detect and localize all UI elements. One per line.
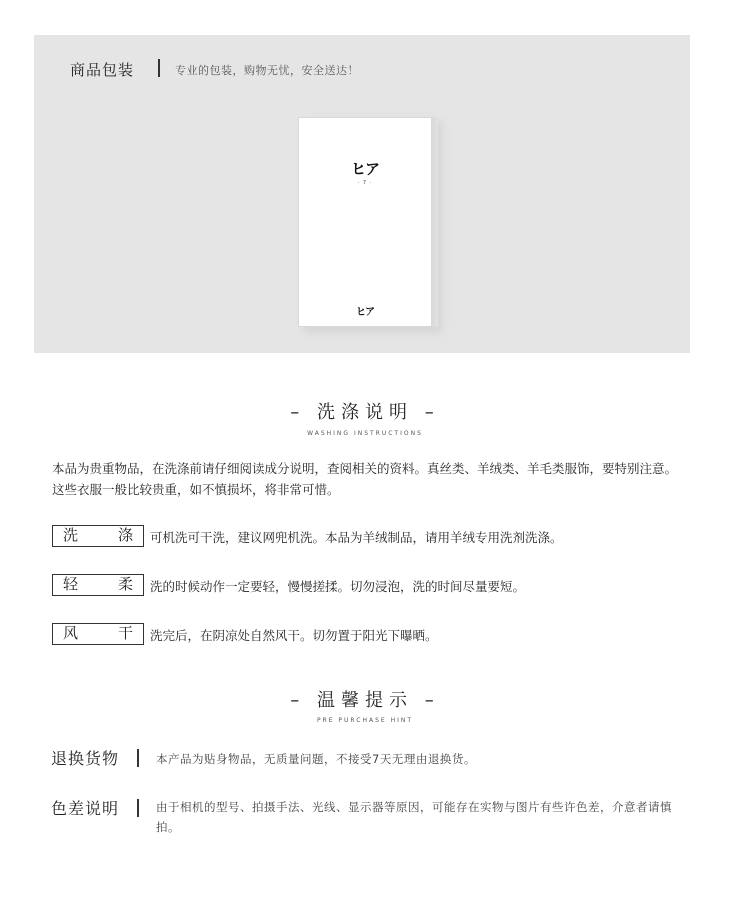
return-text: 本产品为贴身物品，无质量问题，不接受7天无理由退换货。 [156,752,476,766]
wash-label-char: 洗 [63,526,79,544]
packaging-box-image [298,117,432,327]
color-diff-text: 由于相机的型号、拍摄手法、光线、显示器等原因，可能存在实物与图片有些许色差，介意者请慎拍。 [156,800,672,834]
color-diff-label: 色差说明 [51,799,120,818]
wash-label-char: 涤 [117,526,133,544]
return-label: 退换货物 [51,749,120,768]
return-divider [137,749,139,767]
hint-title: – 温馨提示 – [290,690,440,711]
gentle-label-char: 柔 [117,575,133,593]
packaging-subtitle: 专业的包装，购物无忧，安全送达！ [175,64,359,77]
airdry-label [52,623,144,645]
packaging-title: 商品包装 [70,61,135,79]
gentle-label [52,574,144,596]
box-logo-bottom: ヒア [356,307,374,318]
airdry-label-char: 干 [117,624,133,642]
title-divider [158,59,160,77]
box-logo [299,158,431,186]
color-diff-divider [137,799,139,817]
logo-subtext: · 7 · [357,180,373,186]
airdry-label-char: 风 [63,624,79,642]
wash-label [52,525,144,547]
washing-intro: 本品为贵重物品，在洗涤前请仔细阅读成分说明，查阅相关的资料。真丝类、羊绒类、羊毛类服饰，要特别注意。这些衣服一般比较贵重，如不慎损坏，将非常可惜。 [52,461,678,497]
hint-subtitle: PRE PURCHASE HINT [316,717,414,724]
gentle-label-char: 轻 [63,575,79,593]
gentle-text: 洗的时候动作一定要轻，慢慢搓揉。切勿浸泡，洗的时间尽量要短。 [150,579,526,594]
washing-title: – 洗涤说明 – [290,402,440,423]
wash-text: 可机洗可干洗，建议网兜机洗。本品为羊绒制品，请用羊绒专用洗剂洗涤。 [150,530,563,545]
washing-subtitle: WASHING INSTRUCTIONS [307,430,423,437]
packaging-section [34,35,690,353]
logo-mark: ヒア [350,160,379,178]
airdry-text: 洗完后，在阴凉处自然风干。切勿置于阳光下曝晒。 [150,628,438,643]
